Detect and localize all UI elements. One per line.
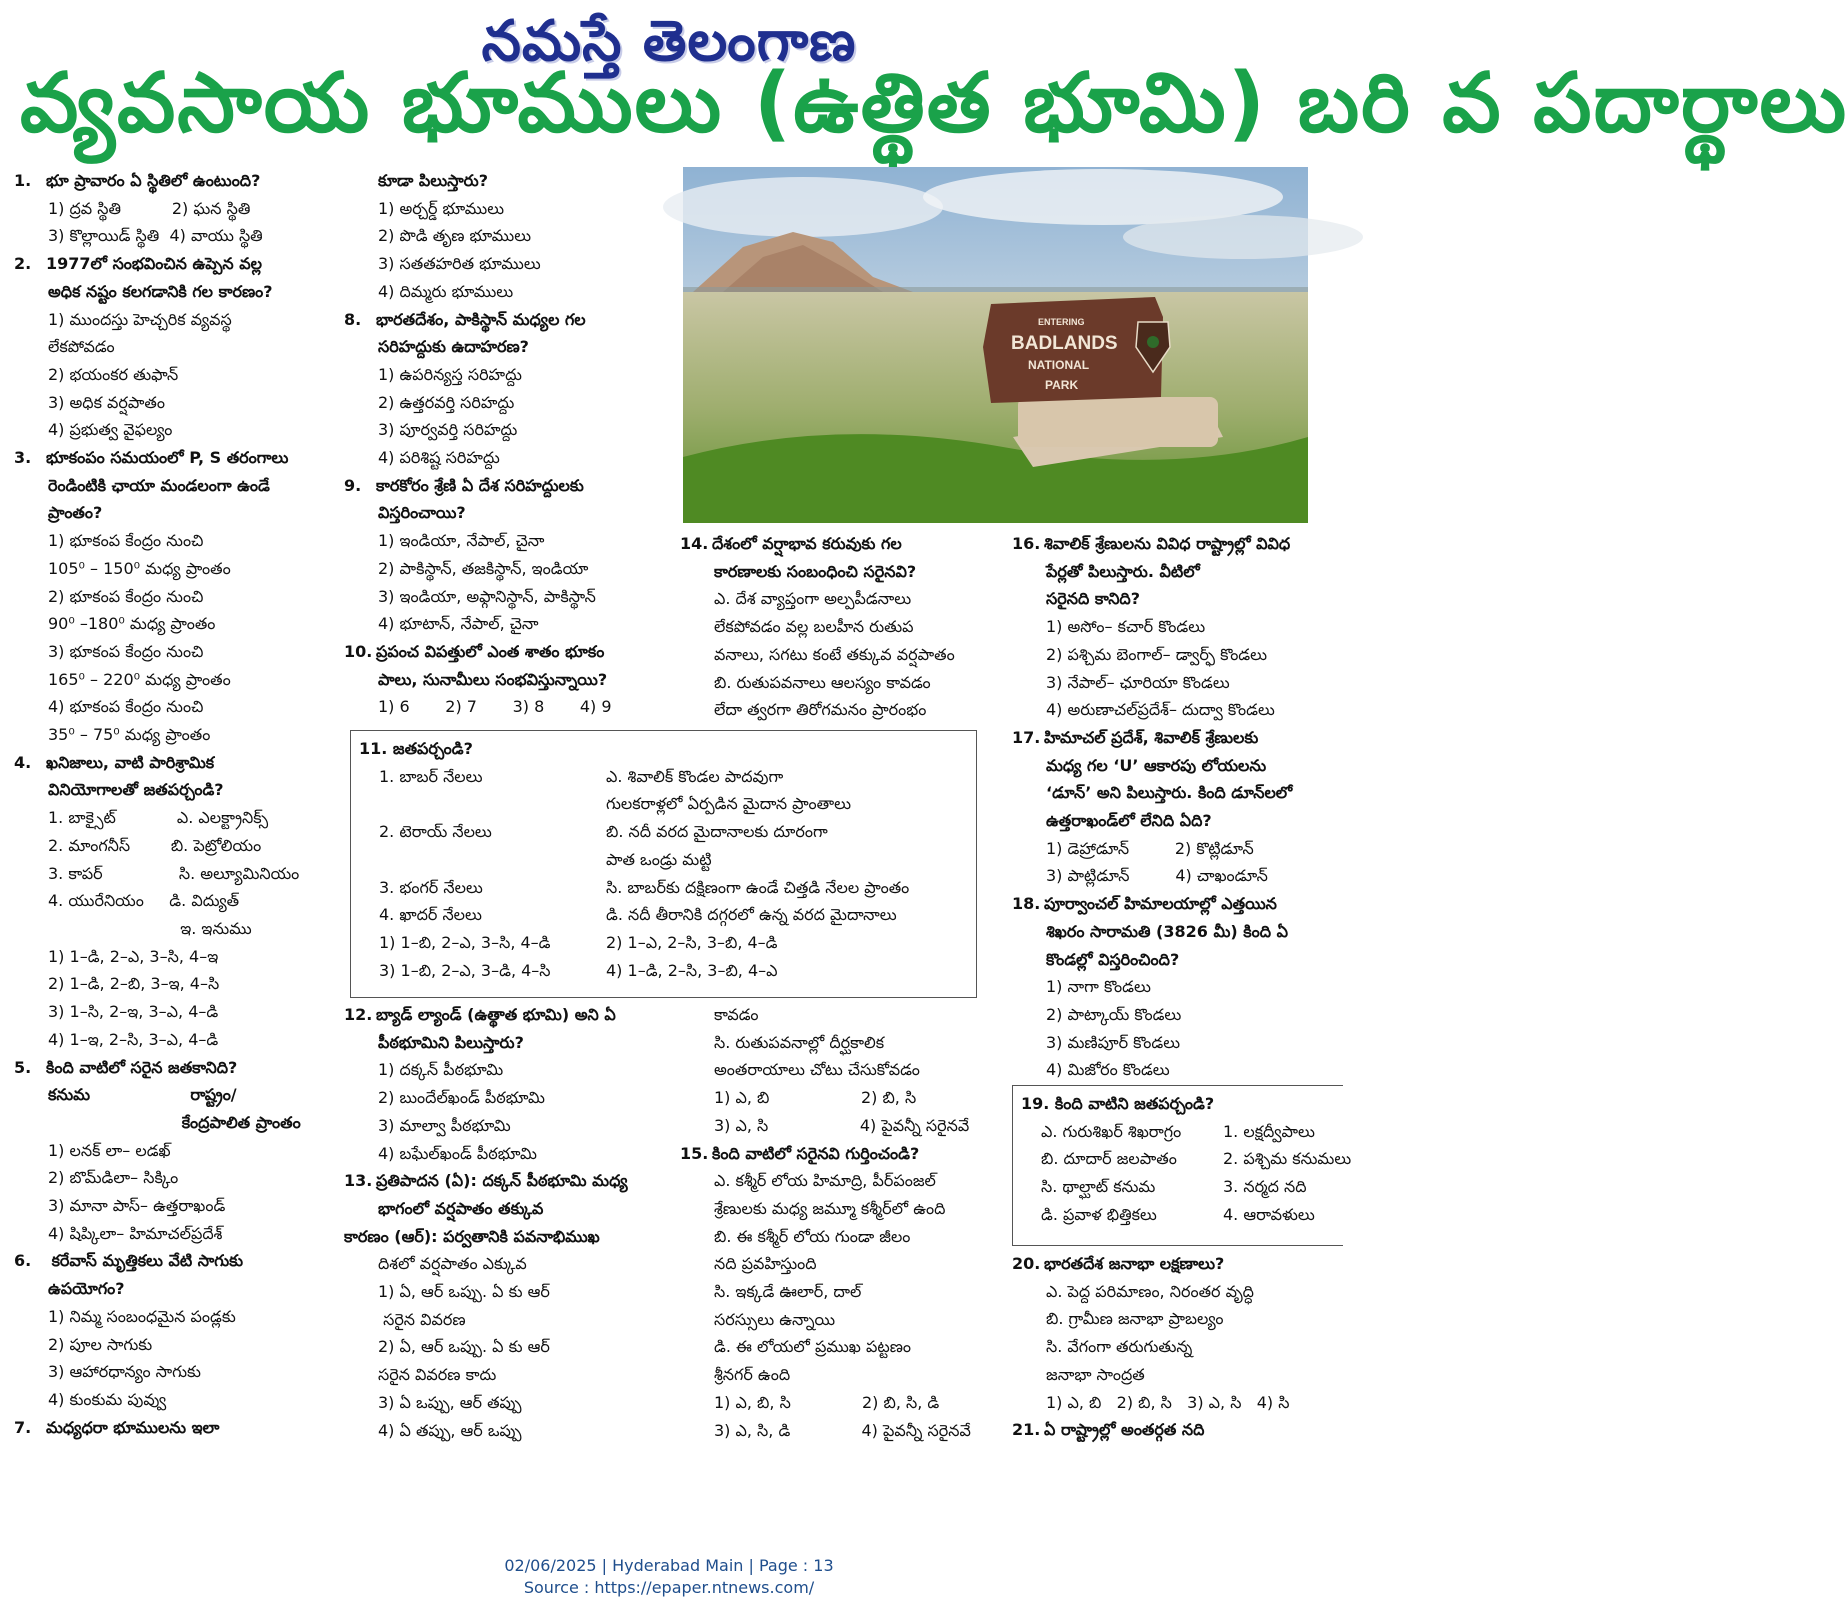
text-line: మధ్య గల ‘U’ ఆకారపు లోయలను bbox=[1046, 755, 1267, 775]
box19-title: 19. కింది వాటిని జతపర్చండి? bbox=[1021, 1094, 1215, 1113]
question-11-box bbox=[350, 730, 977, 998]
question-line bbox=[680, 530, 1000, 558]
sign-entering-text: ENTERING bbox=[1038, 317, 1085, 327]
text-line: 1) 1–డి, 2–ఎ, 3–సి, 4–ఇ bbox=[48, 946, 219, 966]
text-line: 1) ఎ, బి 2) బి, సి 3) ఎ, సి 4) సి bbox=[1046, 1392, 1290, 1412]
question-text: శివాలిక్ శ్రేణులను వివిధ రాష్ట్రాల్లో వివిధ bbox=[1044, 534, 1291, 553]
question-line bbox=[1012, 530, 1338, 558]
question-19-box bbox=[1012, 1085, 1352, 1246]
question-line bbox=[344, 1167, 674, 1195]
text-line: 4) భూకంప కేంద్రం నుంచి bbox=[48, 697, 204, 717]
question-number: 9. bbox=[344, 475, 362, 495]
question-line bbox=[14, 749, 332, 777]
text-line: పేర్లతో పిలుస్తారు. వీటిలో bbox=[1046, 561, 1200, 581]
question-text: కరేవాస్ మృత్తికలు వేటి సాగుకు bbox=[46, 1251, 244, 1271]
text-line: 2) ఏ, ఆర్ ఒప్పు. ఏ కు ఆర్ bbox=[378, 1337, 550, 1357]
text-line: సి. ఇక్కడే ఊలార్, దాల్ bbox=[714, 1282, 862, 1302]
question-text: కారకోరం శ్రేణి ఏ దేశ సరిహద్దులకు bbox=[376, 475, 584, 495]
text-line: 1) ఏ, ఆర్ ఒప్పు. ఏ కు ఆర్ bbox=[378, 1282, 550, 1302]
question-number: 12. bbox=[344, 1005, 373, 1024]
text-line: 1) అర్చర్డ్ భూములు bbox=[378, 198, 505, 218]
text-line: 3) మాల్వా పీఠభూమి bbox=[378, 1115, 511, 1135]
text-line: 4) పరిశిష్ట సరిహద్దు bbox=[378, 448, 500, 468]
match-row bbox=[1013, 1201, 1343, 1229]
text-line: 3) 1–సి, 2–ఇ, 3–ఎ, 4–డి bbox=[48, 1002, 219, 1022]
text-line: 2) పశ్చిమ బెంగాల్– డ్వార్ఫ్ కొండలు bbox=[1046, 644, 1268, 664]
match-row bbox=[1013, 1145, 1352, 1173]
question-number: 20. bbox=[1012, 1254, 1041, 1273]
text-line: 1) భూకంప కేంద్రం నుంచి bbox=[48, 531, 204, 551]
text-line: 1) ఉపరిన్యస్త సరిహద్దు bbox=[378, 364, 522, 384]
column-3-bottom bbox=[680, 1001, 1000, 1444]
text-line: బి. గ్రామీణ జనాభా ప్రాబల్యం bbox=[1046, 1309, 1224, 1329]
text-line: బి. రుతుపవనాలు ఆలస్యం కావడం bbox=[714, 672, 931, 692]
text-line: 1) డెహ్రాడూన్ 2) కొట్లిడూన్ bbox=[1046, 838, 1254, 858]
text-line: 2) పాకిస్థాన్, తజకిస్థాన్, ఇండియా bbox=[378, 558, 589, 578]
text-line: 4) మిజోరం కొండలు bbox=[1046, 1060, 1170, 1080]
match-row bbox=[351, 763, 976, 791]
match-left: 3) 1–బి, 2–ఎ, 3–డి, 4–సి bbox=[379, 960, 551, 980]
match-left: 3. భంగర్ నేలలు bbox=[379, 877, 483, 897]
text-line: 1) నాగా కొండలు bbox=[1046, 977, 1151, 997]
text-line: సరైనది కానిది? bbox=[1046, 589, 1141, 609]
text-line: పీఠభూమిని పిలుస్తారు? bbox=[378, 1032, 524, 1052]
text-line: 4) దిమ్మరు భూములు bbox=[378, 281, 514, 301]
question-line bbox=[344, 306, 674, 334]
question-line bbox=[14, 167, 332, 195]
question-text: భూ ప్రావారం ఏ స్థితిలో ఉంటుంది? bbox=[46, 171, 261, 190]
text-line: 1) ఎ, బి, సి 2) బి, సి, డి bbox=[714, 1392, 940, 1412]
question-number: 5. bbox=[14, 1057, 32, 1077]
text-line: 4) ఏ తప్పు, ఆర్ ఒప్పు bbox=[378, 1420, 522, 1440]
text-line: 1) ద్రవ స్థితి 2) ఘన స్థితి bbox=[48, 198, 251, 218]
match-right: 4) 1–డి, 2–సి, 3–బి, 4–ఎ bbox=[606, 960, 778, 980]
question-line bbox=[14, 1247, 332, 1275]
box11-title: 11. జతపర్చండి? bbox=[359, 739, 473, 758]
question-line bbox=[1012, 1250, 1338, 1278]
match-left: ఎ. గురుశిఖర్ శిఖరాగ్రం bbox=[1041, 1121, 1182, 1141]
text-line: సరైన వివరణ కాదు bbox=[378, 1365, 497, 1385]
text-line: 3) పూర్వవర్తి సరిహద్దు bbox=[378, 420, 518, 440]
sign-name-text: BADLANDS bbox=[1011, 333, 1118, 354]
question-text: ఖనిజాలు, వాటి పారిశ్రామిక bbox=[46, 752, 215, 772]
text-line: 4. యురేనియం డి. విద్యుత్ bbox=[48, 891, 240, 911]
question-number: 2. bbox=[14, 254, 32, 274]
headline-text: వ్యవసాయ భూములు (ఉత్థిత భూమి) బరి వ పదార్థాలు bbox=[20, 56, 1848, 151]
column-1 bbox=[14, 167, 332, 1441]
text-line: 165⁰ – 220⁰ మధ్య ప్రాంతం bbox=[48, 669, 231, 689]
text-line: 1. బాక్సైట్ ఎ. ఎలక్ట్రానిక్స్ bbox=[48, 808, 269, 828]
text-line: 2. మాంగనీస్ బి. పెట్రోలియం bbox=[48, 835, 262, 855]
text-line: కూడా పిలుస్తారు? bbox=[378, 171, 488, 190]
badlands-photo-image bbox=[683, 167, 1308, 523]
match-row bbox=[351, 957, 976, 985]
match-right: బి. నదీ వరద మైదానాలకు దూరంగా bbox=[606, 822, 828, 842]
text-line: అంతరాయాలు చోటు చేసుకోవడం bbox=[714, 1060, 920, 1080]
match-row bbox=[1013, 1118, 1343, 1146]
question-line bbox=[1012, 1416, 1338, 1444]
question-number: 17. bbox=[1012, 727, 1041, 747]
match-left: బి. దూదార్ జలపాతం bbox=[1041, 1149, 1177, 1169]
text-line: రెండింటికి ఛాయా మండలంగా ఉండే bbox=[48, 475, 270, 495]
match-row bbox=[351, 929, 976, 957]
question-number: 13. bbox=[344, 1171, 373, 1191]
question-text: 1977లో సంభవించిన ఉప్పెన వల్ల bbox=[46, 254, 262, 274]
footer-source: Source : https://epaper.ntnews.com/ bbox=[523, 1578, 815, 1597]
text-line: 3) ఎ, సి 4) పైవన్నీ సరైనవే bbox=[714, 1115, 970, 1135]
match-right: ఎ. శివాలిక్ కొండల పాదవుగా bbox=[606, 766, 784, 786]
question-text: పూర్వాంచల్ హిమాలయాల్లో ఎత్తయిన bbox=[1044, 894, 1277, 914]
text-line: కారణాలకు సంబంధించి సరైనవి? bbox=[714, 561, 917, 581]
match-left: 1) 1–బి, 2–ఎ, 3–సి, 4–డి bbox=[379, 932, 551, 952]
text-line: 1) ఎ, బి 2) బి, సి bbox=[714, 1088, 917, 1108]
question-text: బ్యాడ్ ల్యాండ్ (ఉత్థాత భూమి) అని ఏ bbox=[376, 1005, 616, 1024]
text-line: సరస్సులు ఉన్నాయి bbox=[714, 1309, 836, 1329]
question-text: భూకంపం సమయంలో P, S తరంగాలు bbox=[46, 448, 289, 468]
match-left: 4. ఖాదర్ నేలలు bbox=[379, 905, 482, 925]
question-line bbox=[1012, 724, 1338, 752]
masthead-title: నమస్తే తెలంగాణ bbox=[481, 8, 857, 74]
question-text: కింది వాటిలో సరైన జతకానిది? bbox=[46, 1057, 238, 1077]
question-number: 4. bbox=[14, 752, 32, 772]
text-line: విస్తరించాయి? bbox=[378, 503, 466, 523]
text-line: భాగంలో వర్షపాతం తక్కువ bbox=[378, 1198, 544, 1218]
text-line: 105⁰ – 150⁰ మధ్య ప్రాంతం bbox=[48, 558, 231, 578]
question-number: 18. bbox=[1012, 894, 1041, 914]
question-line bbox=[14, 250, 332, 278]
text-line: 3) పాట్లిడూన్ 4) చాఖండూన్ bbox=[1046, 866, 1268, 886]
text-line: 3) నేపాల్– ఛూరియా కొండలు bbox=[1046, 672, 1230, 692]
text-line: ఇ. ఇనుము bbox=[48, 918, 252, 938]
sign-sub1-text: NATIONAL bbox=[1028, 358, 1090, 372]
text-line: 2) భూకంప కేంద్రం నుంచి bbox=[48, 586, 204, 606]
text-line: దిశలో వర్షపాతం ఎక్కువ bbox=[378, 1254, 527, 1274]
text-line: 1) లనక్ లా– లడఖ్ bbox=[48, 1140, 171, 1160]
column-2-bottom bbox=[344, 1001, 674, 1444]
text-line: 35⁰ – 75⁰ మధ్య ప్రాంతం bbox=[48, 725, 211, 745]
question-text: ఏ రాష్ట్రాల్లో అంతర్గత నది bbox=[1044, 1420, 1205, 1440]
text-line: 3) ఎ, సి, డి 4) పైవన్నీ సరైనవే bbox=[714, 1420, 971, 1440]
text-line: 2) బుందేల్‌ఖండ్ పీఠభూమి bbox=[378, 1088, 545, 1108]
match-row bbox=[351, 790, 976, 818]
question-line bbox=[14, 1414, 332, 1442]
column-4-top bbox=[1012, 530, 1338, 1084]
text-line: ఎ. పెద్ద పరిమాణం, నిరంతర వృద్ధి bbox=[1046, 1281, 1254, 1301]
text-line: లేకపోవడం వల్ల బలహీన రుతుప bbox=[714, 617, 914, 637]
text-line: బి. ఈ కశ్మీర్ లోయ గుండా జీలం bbox=[714, 1226, 911, 1246]
text-line: 2) బొమ్‌డిలా– సిక్కిం bbox=[48, 1168, 179, 1188]
text-line: ఎ. కశ్మీర్ లోయ హిమాద్రి, పీర్‌పంజల్ bbox=[714, 1171, 936, 1191]
question-text: దేశంలో వర్షాభావ కరువుకు గల bbox=[712, 534, 902, 553]
text-line: 3. కాపర్ సి. అల్యూమినియం bbox=[48, 863, 300, 883]
question-line bbox=[344, 1001, 674, 1029]
column-3-top bbox=[680, 530, 1000, 724]
text-line: 3) ఇండియా, అఫ్గానిస్థాన్, పాకిస్థాన్ bbox=[378, 586, 596, 606]
text-line: 1) ఇండియా, నేపాల్, చైనా bbox=[378, 531, 545, 551]
text-line: 4) ప్రభుత్వ వైఫల్యం bbox=[48, 420, 173, 440]
match-left: సి. థాల్ఘాట్ కనుమ bbox=[1041, 1177, 1156, 1197]
text-line: ప్రాంతం? bbox=[48, 503, 103, 523]
text-line: వనాలు, సగటు కంటే తక్కువ వర్షపాతం bbox=[714, 644, 955, 664]
match-row bbox=[351, 818, 976, 846]
text-line: 3) కొల్లాయిడ్ స్థితి 4) వాయు స్థితి bbox=[48, 226, 263, 246]
text-line: 3) అధిక వర్షపాతం bbox=[48, 392, 165, 412]
question-text: ప్రతిపాదన (ఏ): దక్కన్ పీఠభూమి మధ్య bbox=[376, 1171, 628, 1191]
text-line: 1) 6 2) 7 3) 8 4) 9 bbox=[378, 697, 612, 717]
match-right: 3. నర్మద నది bbox=[1223, 1177, 1307, 1197]
text-line: 2) పూల సాగుకు bbox=[48, 1334, 153, 1354]
question-text: కింది వాటిలో సరైనవి గుర్తించండి? bbox=[712, 1143, 920, 1163]
text-line: ‘డూన్’ అని పిలుస్తారు. కింది డూన్‌లలో bbox=[1046, 783, 1293, 803]
text-line: 2) 1–డి, 2–బి, 3–ఇ, 4–సి bbox=[48, 974, 220, 994]
text-line: కావడం bbox=[714, 1005, 759, 1024]
text-line: సరిహద్దుకు ఉదాహరణ? bbox=[378, 337, 529, 357]
match-left: 1. బాబర్ నేలలు bbox=[379, 766, 483, 786]
text-line: జనాభా సాంద్రత bbox=[1046, 1364, 1145, 1384]
question-number: 15. bbox=[680, 1143, 709, 1163]
question-text: హిమాచల్ ప్రదేశ్, శివాలిక్ శ్రేణులకు bbox=[1044, 727, 1259, 747]
question-text: భారతదేశ జనాభా లక్షణాలు? bbox=[1044, 1254, 1225, 1273]
match-row bbox=[351, 901, 976, 929]
text-line: సి. వేగంగా తరుగుతున్న bbox=[1046, 1337, 1193, 1357]
text-line: కేంద్రపాలిత ప్రాంతం bbox=[48, 1112, 301, 1132]
text-line: శ్రీనగర్ ఉంది bbox=[714, 1365, 791, 1385]
text-line: కారణం (ఆర్): పర్వతానికి పవనాభిముఖ bbox=[344, 1226, 600, 1246]
text-line: 4) బఘేల్‌ఖండ్ పీఠభూమి bbox=[378, 1143, 537, 1163]
text-line: కనుమ రాష్ట్రం/ bbox=[48, 1085, 237, 1105]
text-line: 90⁰ –180⁰ మధ్య ప్రాంతం bbox=[48, 614, 216, 634]
question-number: 3. bbox=[14, 448, 32, 468]
question-number: 1. bbox=[14, 171, 32, 190]
text-line: డి. ఈ లోయలో ప్రముఖ పట్టణం bbox=[714, 1337, 912, 1357]
question-line bbox=[14, 444, 332, 472]
text-line: వినియోగాలతో జతపర్చండి? bbox=[48, 780, 224, 800]
text-line: 4) షిప్కిలా– హిమాచల్‌ప్రదేశ్ bbox=[48, 1223, 223, 1243]
text-line: 1) దక్కన్ పీఠభూమి bbox=[378, 1060, 504, 1080]
text-line: 3) మానా పాస్– ఉత్తరాఖండ్ bbox=[48, 1196, 226, 1216]
question-number: 6. bbox=[14, 1251, 32, 1271]
match-row bbox=[351, 846, 976, 874]
question-text: ప్రపంచ విపత్తులో ఎంత శాతం భూకం bbox=[376, 641, 605, 661]
question-number: 10. bbox=[344, 641, 373, 661]
match-right: 4. ఆరావళులు bbox=[1223, 1204, 1315, 1224]
question-line bbox=[344, 472, 674, 500]
text-line: 2) భయంకర తుఫాన్ bbox=[48, 364, 179, 384]
question-line bbox=[680, 1140, 1000, 1168]
text-line: 3) సతతహరిత భూములు bbox=[378, 254, 541, 274]
match-left: డి. ప్రవాళ భిత్తికలు bbox=[1041, 1204, 1157, 1224]
question-number: 8. bbox=[344, 309, 362, 329]
text-line: 4) అరుణాచల్‌ప్రదేశ్– దుద్వా కొండలు bbox=[1046, 700, 1275, 720]
text-line: ఉపయోగం? bbox=[48, 1279, 125, 1299]
text-line: సరైన వివరణ bbox=[378, 1309, 466, 1329]
match-row bbox=[351, 874, 976, 902]
text-line: శిఖరం సారామతి (3826 మీ) కింది ఏ bbox=[1046, 921, 1288, 941]
text-line: ఉత్తరాఖండ్‌లో లేనిది ఏది? bbox=[1046, 811, 1212, 831]
text-line: 3) భూకంప కేంద్రం నుంచి bbox=[48, 641, 204, 661]
question-number: 16. bbox=[1012, 534, 1041, 553]
match-right: డి. నదీ తీరానికి దగ్గరలో ఉన్న వరద మైదానాలు bbox=[606, 905, 897, 925]
text-line: 1) ముందస్తు హెచ్చరిక వ్యవస్థ bbox=[48, 309, 232, 329]
question-number: 7. bbox=[14, 1417, 32, 1437]
text-line: 1) అసోం– కచార్ కొండలు bbox=[1046, 617, 1206, 637]
footer bbox=[0, 1555, 1338, 1599]
column-2-top bbox=[344, 167, 674, 721]
text-line: 3) ఆహారధాన్యం సాగుకు bbox=[48, 1362, 201, 1382]
question-number: 14. bbox=[680, 534, 709, 553]
match-right: 2. పశ్చిమ కనుమలు bbox=[1223, 1149, 1352, 1169]
text-line: ఎ. దేశ వ్యాప్తంగా అల్పపీడనాలు bbox=[714, 589, 912, 609]
question-line bbox=[344, 638, 674, 666]
text-line: 3) మణిపూర్ కొండలు bbox=[1046, 1032, 1181, 1052]
text-line: 3) ఏ ఒప్పు, ఆర్ తప్పు bbox=[378, 1392, 522, 1412]
text-line: 2) పొడి తృణ భూములు bbox=[378, 226, 532, 246]
headline bbox=[0, 56, 1848, 166]
sign-sub2-text: PARK bbox=[1045, 378, 1079, 392]
question-text: భారతదేశం, పాకిస్థాన్ మధ్యల గల bbox=[376, 309, 586, 329]
text-line: శ్రేణులకు మధ్య జమ్మూ కశ్మీర్‌లో ఉంది bbox=[714, 1198, 946, 1218]
text-line: పాలు, సునామీలు సంభవిస్తున్నాయి? bbox=[378, 669, 608, 689]
text-line: సి. రుతుపవనాల్లో దీర్ఘకాలిక bbox=[714, 1032, 885, 1052]
match-right: సి. బాబర్‌కు దక్షిణంగా ఉండే చిత్తడి నేలల ప్రాంతం bbox=[606, 877, 910, 897]
text-line: 1) నిమ్మ సంబంధమైన పండ్లకు bbox=[48, 1306, 236, 1326]
text-line: అధిక నష్టం కలగడానికి గల కారణం? bbox=[48, 281, 273, 301]
text-line: లేకపోవడం bbox=[48, 337, 115, 357]
column-4-bottom bbox=[1012, 1250, 1338, 1444]
text-line: 4) భూటాన్, నేపాల్, చైనా bbox=[378, 614, 539, 634]
text-line: లేదా త్వరగా తిరోగమనం ప్రారంభం bbox=[714, 700, 927, 720]
badlands-photo bbox=[683, 167, 1308, 523]
match-left: 2. టెరాయ్ నేలలు bbox=[379, 822, 492, 842]
text-line: నది ప్రవహిస్తుంది bbox=[714, 1254, 817, 1274]
match-right: గులకరాళ్లలో ఏర్పడిన మైదాన ప్రాంతాలు bbox=[606, 794, 851, 814]
footer-edition: 02/06/2025 | Hyderabad Main | Page : 13 bbox=[504, 1556, 834, 1575]
question-line bbox=[1012, 890, 1338, 918]
text-line: కొండల్లో విస్తరించింది? bbox=[1046, 949, 1180, 969]
question-number: 21. bbox=[1012, 1420, 1041, 1440]
text-line: 4) 1–ఇ, 2–సి, 3–ఎ, 4–డి bbox=[48, 1029, 219, 1049]
match-right: 1. లక్షద్వీపాలు bbox=[1223, 1121, 1315, 1141]
text-line: 4) కుంకుమ పువ్వు bbox=[48, 1389, 167, 1409]
match-right: పాత ఒండ్రు మట్టి bbox=[606, 849, 712, 869]
match-row bbox=[1013, 1173, 1343, 1201]
text-line: 2) ఉత్తరవర్తి సరిహద్దు bbox=[378, 392, 515, 412]
question-text: మధ్యధరా భూములను ఇలా bbox=[46, 1417, 220, 1437]
text-line: 2) పాట్కాయ్ కొండలు bbox=[1046, 1004, 1182, 1024]
question-line bbox=[14, 1054, 332, 1082]
match-right: 2) 1–ఎ, 2–సి, 3–బి, 4–డి bbox=[606, 932, 778, 952]
